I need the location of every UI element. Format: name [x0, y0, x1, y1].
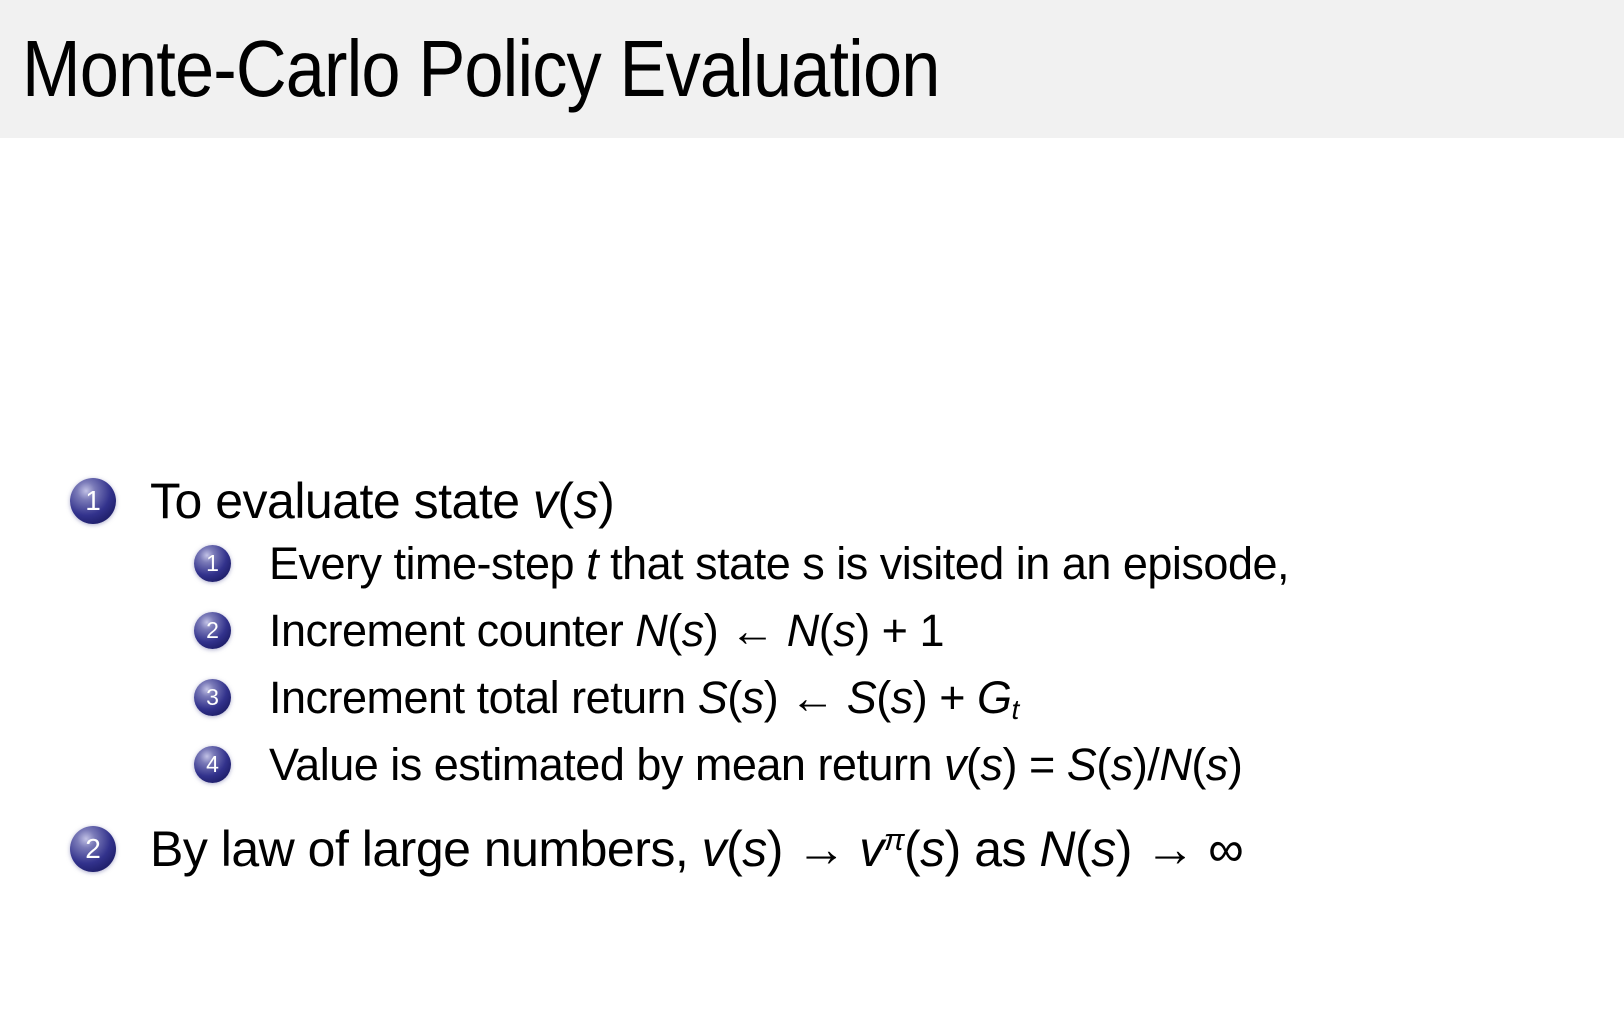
item-badge: 1 [194, 545, 231, 582]
text-segment: ) ← [703, 604, 787, 656]
sub-list-item [0, 731, 1624, 798]
sub-list-item [0, 597, 1624, 664]
text-segment: ) ← [763, 671, 847, 723]
item-badge: 3 [194, 679, 231, 716]
text-segment: ( [1096, 738, 1111, 790]
item-text [269, 606, 944, 656]
text-segment: s [1205, 738, 1228, 790]
item-text [269, 740, 1242, 790]
item-badge: 4 [194, 746, 231, 783]
slide-header [0, 0, 1624, 138]
text-segment: t [1011, 693, 1019, 725]
item-text [269, 539, 1289, 589]
text-segment: s [980, 738, 1003, 790]
item-text [269, 673, 1019, 723]
sub-list-item [0, 664, 1624, 731]
list-item [0, 472, 1624, 530]
text-segment: ) + [912, 671, 978, 723]
text-segment: s [573, 472, 599, 529]
text-segment: ) + 1 [855, 604, 944, 656]
text-segment: ( [904, 820, 921, 877]
text-segment: ( [1191, 738, 1206, 790]
text-segment: N [1159, 738, 1192, 790]
slide-title: Monte-Carlo Policy Evaluation [22, 24, 940, 113]
text-segment: s [741, 671, 764, 723]
text-segment: ( [876, 671, 891, 723]
text-segment: s [833, 604, 856, 656]
text-segment: N [1039, 820, 1076, 877]
sub-list-item [0, 530, 1624, 597]
text-segment: ( [726, 820, 743, 877]
item-text [150, 822, 1243, 877]
text-segment: ) → [766, 820, 860, 877]
text-segment: that state s is visited in an episode, [598, 537, 1290, 589]
text-segment: s [1110, 738, 1133, 790]
text-segment: N [635, 604, 668, 656]
text-segment: π [883, 822, 905, 857]
text-segment: s [681, 604, 704, 656]
text-segment: Increment counter [269, 604, 636, 656]
text-segment: ( [557, 472, 574, 529]
text-segment: Value is estimated by mean return [269, 738, 945, 790]
text-segment: v [859, 820, 884, 877]
text-segment: By law of large numbers, [150, 820, 702, 877]
text-segment: ( [727, 671, 742, 723]
text-segment: s [1091, 820, 1116, 877]
text-segment: Increment total return [269, 671, 698, 723]
text-segment: s [742, 820, 767, 877]
text-segment: v [701, 820, 727, 877]
text-segment: v [532, 472, 558, 529]
enumerate-list [0, 472, 1624, 880]
text-segment: t [586, 537, 599, 589]
text-segment: )/ [1132, 738, 1160, 790]
text-segment: ) as [944, 820, 1040, 877]
item-text [150, 474, 614, 529]
text-segment: ) = [1002, 738, 1067, 790]
text-segment: S [697, 671, 728, 723]
text-segment: s [920, 820, 945, 877]
list-item [0, 818, 1624, 880]
text-segment: ( [1075, 820, 1092, 877]
slide-content [0, 138, 1624, 1020]
text-segment: ) [1227, 738, 1243, 790]
text-segment: ( [818, 604, 834, 656]
text-segment: s [890, 671, 913, 723]
text-segment: Every time-step [269, 537, 587, 589]
text-segment: v [944, 738, 967, 790]
text-segment: S [1066, 738, 1097, 790]
text-segment: ( [966, 738, 981, 790]
text-segment: ) [598, 472, 615, 529]
text-segment: G [977, 671, 1012, 723]
text-segment: N [786, 604, 819, 656]
text-segment: ) → ∞ [1115, 820, 1244, 877]
text-segment: S [846, 671, 877, 723]
item-badge: 1 [70, 478, 116, 524]
text-segment: To evaluate state [150, 472, 533, 529]
text-segment: ( [667, 604, 682, 656]
sub-enumerate-list [0, 530, 1624, 798]
item-badge: 2 [194, 612, 231, 649]
item-badge: 2 [70, 826, 116, 872]
